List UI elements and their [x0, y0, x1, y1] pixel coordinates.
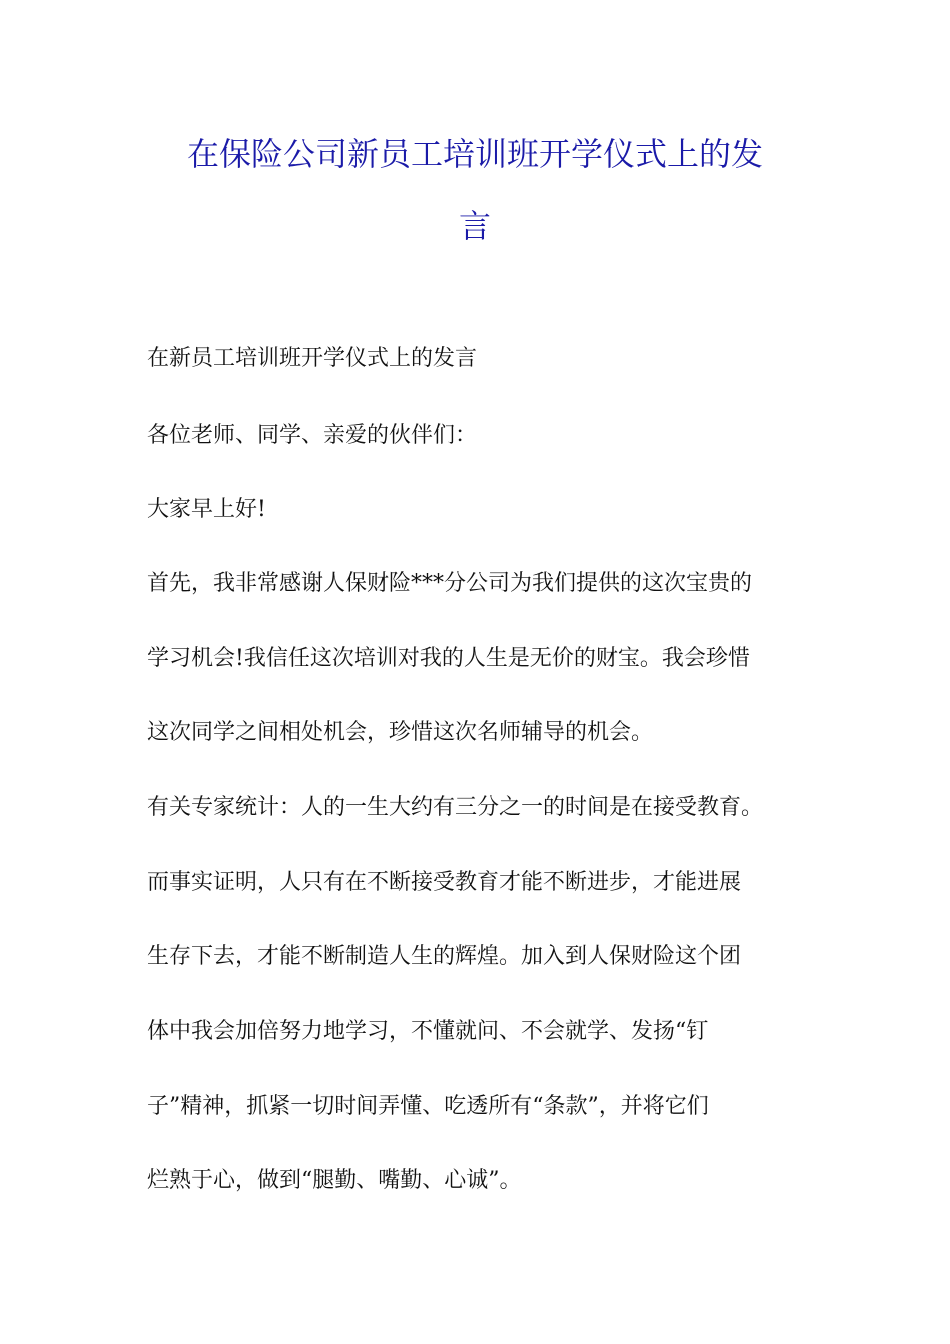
body-line-9: 烂熟于心，做到“腿勤、嘴勤、心诚”。 [147, 1168, 522, 1193]
salutation-line: 各位老师、同学、亲爱的伙伴们： [147, 423, 478, 448]
document-title-line-2: 言 [458, 207, 491, 245]
body-line-5: 而事实证明，人只有在不断接受教育才能不断进步，才能进展 [147, 870, 742, 895]
body-line-7: 体中我会加倍努力地学习，不懂就问、不会就学、发扬“钉 [147, 1019, 709, 1044]
body-line-8: 子”精神，抓紧一切时间弄懂、吃透所有“条款”，并将它们 [147, 1094, 709, 1119]
body-line-4: 有关专家统计：人的一生大约有三分之一的时间是在接受教育。 [147, 795, 764, 820]
body-line-2: 学习机会!我信任这次培训对我的人生是无价的财宝。我会珍惜 [147, 646, 750, 671]
greeting-line: 大家早上好! [147, 497, 266, 522]
document-title-line-1: 在保险公司新员工培训班开学仪式上的发 [186, 135, 763, 173]
body-line-6: 生存下去，才能不断制造人生的辉煌。加入到人保财险这个团 [147, 944, 742, 969]
body-line-3: 这次同学之间相处机会，珍惜这次名师辅导的机会。 [147, 720, 654, 745]
body-line-1: 首先，我非常感谢人保财险***分公司为我们提供的这次宝贵的 [147, 571, 753, 596]
subtitle-line: 在新员工培训班开学仪式上的发言 [147, 346, 478, 371]
